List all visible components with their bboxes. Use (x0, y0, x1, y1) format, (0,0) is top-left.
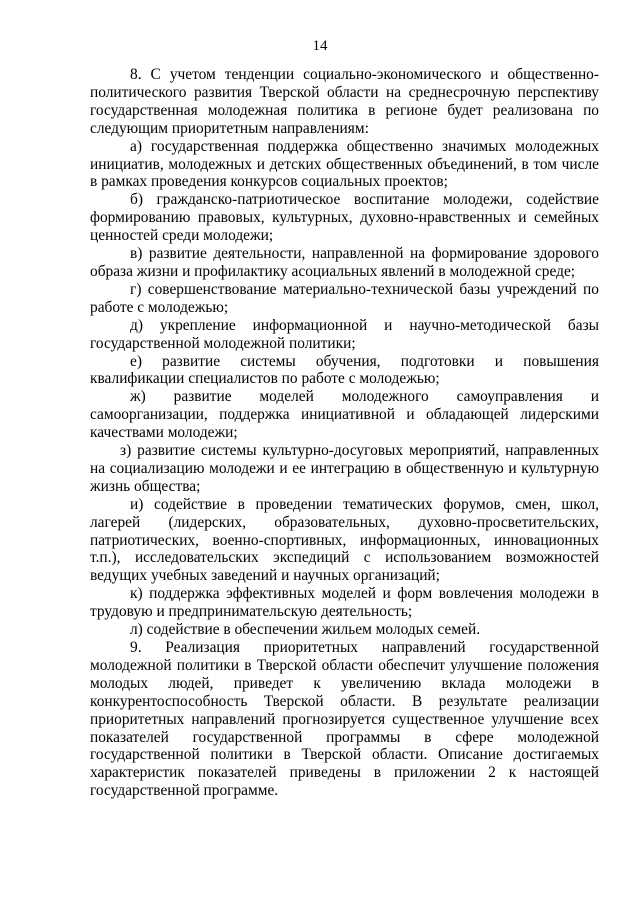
paragraph-9: 9. Реализация приоритетных направлений государственной молодежной политики в Тверской области обеспечит улучшение положения молодых людей, приведет к увеличению вклада молодежи в конкурентоспособность Тверской области. В результате реализации приоритетных направлений прогнозируется существенное улучшение всех показателей государственной программы в сфере молодежной государственной политики в Тверской области. Описание достигаемых характеристик показателей приведены в приложении 2 к настоящей государственной программе. (90, 639, 599, 800)
paragraph-8: 8. С учетом тенденции социально-экономического и общественно-политического развития Тверской области на среднесрочную перспективу государственная молодежная политика в регионе будет реализована по следующим приоритетным направлениям: (90, 66, 599, 137)
list-item-d: д) укрепление информационной и научно-методической базы государственной молодежной политики; (90, 316, 599, 352)
list-item-g: г) совершенствование материально-технической базы учреждений по работе с молодежью; (90, 280, 599, 316)
list-item-e: е) развитие системы обучения, подготовки и повышения квалификации специалистов по работе с молодежью; (90, 352, 599, 388)
list-item-l: л) содействие в обеспечении жильем молодых семей. (130, 621, 481, 639)
list-item-b: б) гражданско-патриотическое воспитание молодежи, содействие формированию правовых, культурных, духовно-нравственных и семейных ценностей среди молодежи; (90, 191, 599, 245)
document-body (90, 66, 599, 800)
list-item-a: а) государственная поддержка общественно значимых молодежных инициатив, молодежных и детских общественных объединений, в том числе в рамках проведения конкурсов социальных проектов; (90, 137, 599, 191)
list-item-v: в) развитие деятельности, направленной на формирование здорового образа жизни и профилактику асоциальных явлений в молодежной среде; (90, 245, 599, 280)
list-item-zh: ж) развитие моделей молодежного самоуправления и самоорганизации, поддержка инициативной и обладающей лидерскими качествами молодежи; (90, 388, 599, 442)
page-number: 14 (312, 38, 328, 54)
list-item-k: к) поддержка эффективных моделей и форм вовлечения молодежи в трудовую и предпринимательскую деятельность; (90, 585, 599, 621)
list-item-z: з) развитие системы культурно-досуговых мероприятий, направленных на социализацию молодежи и ее интеграцию в общественную и культурную жизнь общества; (90, 442, 599, 495)
list-item-i: и) содействие в проведении тематических форумов, смен, школ, лагерей (лидерских, образовательных, духовно-просветительских, патриотических, военно-спортивных, информационных, инновационных т.п.), исследовательских экспедиций с использованием возможностей ведущих учебных заведений и научных организаций; (90, 495, 599, 585)
